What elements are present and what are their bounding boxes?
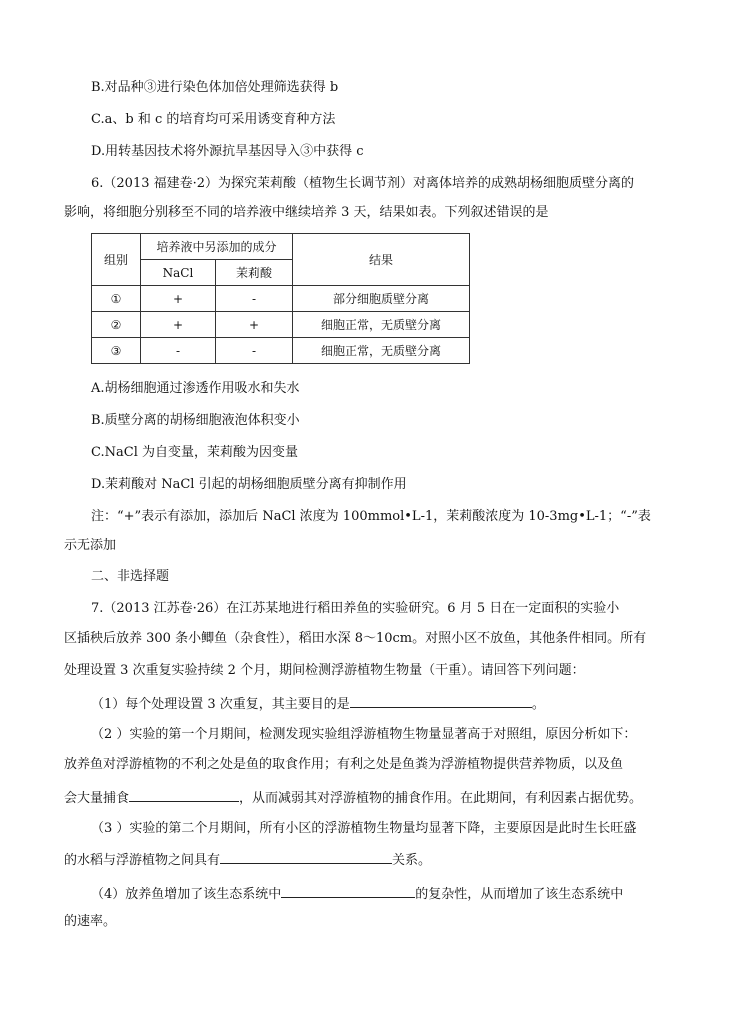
- q5-option-d: D.用转基因技术将外源抗旱基因导入③中获得 c: [91, 144, 364, 159]
- table-header-nacl: NaCl: [141, 260, 216, 286]
- table-header-result: 结果: [293, 234, 470, 286]
- table-cell-group: ②: [92, 312, 141, 338]
- q7-sub4-text: （4）放养鱼增加了该生态系统中: [91, 887, 282, 902]
- table-cell-result: 细胞正常，无质壁分离: [293, 338, 470, 364]
- q6-note-line1: 注：“+”表示有添加，添加后 NaCl 浓度为 100mmol•L-1，茉莉酸浓度为 10-3mg•L-1；“-”表: [91, 509, 651, 524]
- q6-stem-line2: 影响，将细胞分别移至不同的培养液中继续培养 3 天，结果如表。下列叙述错误的是: [64, 205, 549, 220]
- q7-sub1-end: 。: [531, 697, 545, 712]
- q6-option-c: C.NaCl 为自变量，茉莉酸为因变量: [91, 445, 298, 460]
- q7-sub2-line3: [64, 788, 642, 808]
- q7-sub3-end: 关系。: [392, 853, 432, 868]
- q7-sub2-line2: 放养鱼对浮游植物的不利之处是鱼的取食作用；有利之处是鱼粪为浮游植物提供营养物质，以及鱼: [64, 757, 624, 772]
- q7-sub2-text: 会大量捕食: [64, 791, 130, 806]
- q5-option-c: C.a、b 和 c 的培育均可采用诱变育种方法: [91, 112, 336, 127]
- table-row: [92, 286, 470, 312]
- table-header-group: 组别: [92, 234, 141, 286]
- q6-stem-line1: 6.（2013 福建卷·2）为探究茉莉酸（植物生长调节剂）对离体培养的成熟胡杨细胞质壁分离的: [91, 176, 635, 191]
- q5-option-b: B.对品种③进行染色体加倍处理筛选获得 b: [91, 80, 339, 95]
- table-cell-jasmonic: +: [216, 312, 293, 338]
- q7-line1: 7.（2013 江苏卷·26）在江苏某地进行稻田养鱼的实验研究。6 月 5 日在一定面积的实验小: [91, 601, 620, 616]
- q6-option-b: B.质壁分离的胡杨细胞液泡体积变小: [91, 413, 300, 428]
- table-cell-result: 细胞正常，无质壁分离: [293, 312, 470, 338]
- q7-line3: 处理设置 3 次重复实验持续 2 个月，期间检测浮游植物生物量（干重）。请回答下列问题：: [64, 663, 585, 678]
- q7-sub3-line1: （3 ）实验的第二个月期间，所有小区的浮游植物生物量均显著下降，主要原因是此时生长旺盛: [91, 821, 637, 836]
- table-cell-nacl: +: [141, 286, 216, 312]
- table-cell-group: ③: [92, 338, 141, 364]
- q7-sub4-line2: 的速率。: [64, 914, 117, 929]
- answer-blank-4[interactable]: [281, 884, 415, 898]
- section-title: 二、非选择题: [91, 569, 170, 584]
- table-header-added: 培养液中另添加的成分: [141, 234, 293, 260]
- answer-blank-1[interactable]: [350, 694, 532, 708]
- q6-option-a: A.胡杨细胞通过渗透作用吸水和失水: [91, 381, 300, 396]
- q7-sub2-line1: （2 ）实验的第一个月期间，检测发现实验组浮游植物生物量显著高于对照组，原因分析如下：: [91, 727, 637, 742]
- table-cell-nacl: -: [141, 338, 216, 364]
- q7-line2: 区插秧后放养 300 条小鲫鱼（杂食性），稻田水深 8～10cm。对照小区不放鱼，其他条件相同。所有: [64, 631, 647, 646]
- answer-blank-3[interactable]: [220, 850, 392, 864]
- q6-note-line2: 示无添加: [64, 538, 117, 553]
- table-cell-jasmonic: -: [216, 286, 293, 312]
- table-cell-nacl: +: [141, 312, 216, 338]
- q7-sub4-mid: 的复杂性，从而增加了该生态系统中: [415, 887, 624, 902]
- q7-sub4-line1: [91, 884, 623, 904]
- answer-blank-2[interactable]: [129, 788, 239, 802]
- table-row: [92, 312, 470, 338]
- table-header-jasmonic: 茉莉酸: [216, 260, 293, 286]
- q6-option-d: D.茉莉酸对 NaCl 引起的胡杨细胞质壁分离有抑制作用: [91, 477, 407, 492]
- q7-sub3-text: 的水稻与浮游植物之间具有: [64, 853, 221, 868]
- q7-sub3-line2: [64, 850, 431, 870]
- table-cell-group: ①: [92, 286, 141, 312]
- table-cell-result: 部分细胞质壁分离: [293, 286, 470, 312]
- experiment-table: [91, 233, 470, 364]
- q7-sub2-end: ，从而减弱其对浮游植物的捕食作用。在此期间，有利因素占据优势。: [239, 791, 643, 806]
- table-cell-jasmonic: -: [216, 338, 293, 364]
- table-row: [92, 338, 470, 364]
- q7-sub1: [91, 694, 545, 714]
- q7-sub1-text: （1）每个处理设置 3 次重复，其主要目的是: [91, 697, 350, 712]
